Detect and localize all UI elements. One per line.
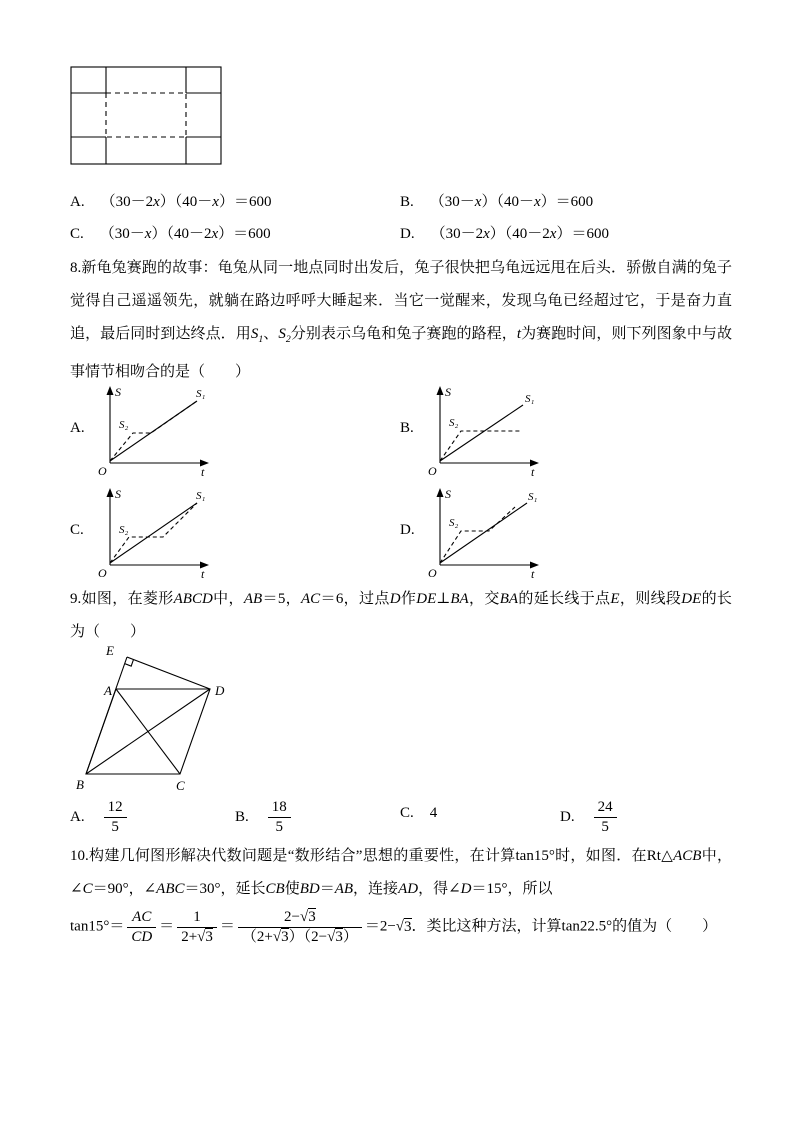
option-value: $\frac{12}{5}$ (101, 809, 130, 825)
graph-option-d (425, 485, 550, 580)
point-b-label: B (76, 777, 84, 792)
q9-option-b (235, 798, 294, 837)
s-axis-arrow (437, 386, 444, 395)
option-formula: （30－x）（40－2x）＝600 (99, 226, 271, 242)
s1-label: S₁ (528, 491, 538, 503)
option-letter: D. (560, 808, 575, 825)
option-letter: B. (235, 808, 249, 825)
origin-label: O (98, 566, 107, 580)
option-formula: （30－2x）（40－x）＝600 (100, 194, 272, 210)
q10-formula: tan15°＝ $\frac{AC}{CD}$ ＝ $\frac{1}{2+√3}$ ＝ $\frac{2-√3}{(2+√3)(2-√3)}$ ＝2−√3．类比这种方法，计算tan22.5°的值为（ ） (70, 909, 718, 945)
s2-label: S₂ (119, 419, 129, 431)
rhombus-figure (72, 644, 237, 794)
graph-d-letter: D. (400, 522, 415, 538)
graph-a-letter: A. (70, 420, 85, 436)
diagonal-bd (86, 689, 210, 774)
s1-curve (440, 503, 527, 563)
point-e-label: E (106, 643, 114, 658)
s2-curve (440, 431, 520, 461)
t-axis-label: t (531, 567, 535, 581)
option-letter: B. (400, 194, 414, 210)
s-axis-label: S (115, 487, 121, 501)
origin-label: O (428, 566, 437, 580)
question-8-text: 8.新龟兔赛跑的故事：龟兔从同一地点同时出发后，兔子很快把乌龟远远甩在后头．骄傲自满的兔子觉得自己遥遥领先，就躺在路边呼呼大睡起来．当它一觉醒来，发现乌龟已经超过它，于是奋力直追，最后同时到达终点．用$S_1$、$S_2$分别表示乌龟和兔子赛跑的路程，t为赛跑时间，则下列图象中与故事情节相吻合的是（ ） (70, 260, 732, 380)
t-axis-label: t (201, 465, 205, 479)
s2-label: S₂ (119, 524, 129, 536)
outer-rect (71, 67, 221, 164)
inner-dashed-rect (106, 93, 186, 137)
option-formula: （30－2x）（40－2x）＝600 (430, 226, 609, 242)
option-letter: C. (400, 805, 414, 821)
option-letter: C. (70, 226, 84, 242)
q7-option-d (400, 222, 609, 243)
box-net-figure (70, 66, 222, 166)
point-a-label: A (104, 683, 112, 698)
s-axis-label: S (445, 487, 451, 501)
s1-label: S₁ (196, 490, 206, 502)
q7-option-c (70, 222, 271, 243)
option-letter: D. (400, 226, 415, 242)
question-9-text: 9.如图，在菱形ABCD中，AB＝5，AC＝6，过点D作DE⊥BA，交BA的延长线于点E，则线段DE的长为（ ） (70, 591, 732, 640)
origin-label: O (428, 464, 437, 478)
box-net-svg (70, 66, 222, 166)
option-letter: A. (70, 194, 85, 210)
line-e-to-d (127, 657, 210, 689)
q9-option-a (70, 798, 130, 837)
s-axis-arrow (107, 488, 114, 497)
s1-label: S₁ (525, 393, 535, 405)
graph-c-letter: C. (70, 522, 84, 538)
s-axis-label: S (115, 385, 121, 399)
origin-label: O (98, 464, 107, 478)
s-axis-label: S (445, 385, 451, 399)
option-letter: A. (70, 808, 85, 825)
q7-option-b (400, 190, 593, 211)
option-value: $\frac{18}{5}$ (265, 809, 294, 825)
option-formula: （30－x）（40－x）＝600 (429, 194, 594, 210)
q9-option-c (400, 805, 437, 822)
q9-option-d (560, 798, 620, 837)
graph-option-b (425, 383, 550, 478)
q7-option-a (70, 190, 271, 211)
s2-label: S₂ (449, 417, 459, 429)
s1-curve (440, 405, 523, 461)
graph-b-letter: B. (400, 420, 414, 436)
graph-option-a (95, 383, 220, 478)
option-value: 4 (429, 805, 438, 821)
question-10-text: 10.构建几何图形解决代数问题是“数形结合”思想的重要性，在计算tan15°时，如图．在Rt△ACB中，∠C＝90°，∠ABC＝30°，延长CB使BD＝AB，连接AD，得∠D＝15°，所以 (70, 848, 732, 897)
t-axis-label: t (531, 465, 535, 479)
s1-label: S₁ (196, 388, 206, 400)
s-axis-arrow (107, 386, 114, 395)
point-d-label: D (215, 683, 225, 698)
option-value: $\frac{24}{5}$ (591, 809, 620, 825)
point-c-label: C (176, 778, 185, 793)
s-axis-arrow (437, 488, 444, 497)
graph-option-c (95, 485, 220, 580)
s2-label: S₂ (449, 517, 459, 529)
t-axis-label: t (201, 567, 205, 581)
line-b-to-e (86, 657, 127, 774)
